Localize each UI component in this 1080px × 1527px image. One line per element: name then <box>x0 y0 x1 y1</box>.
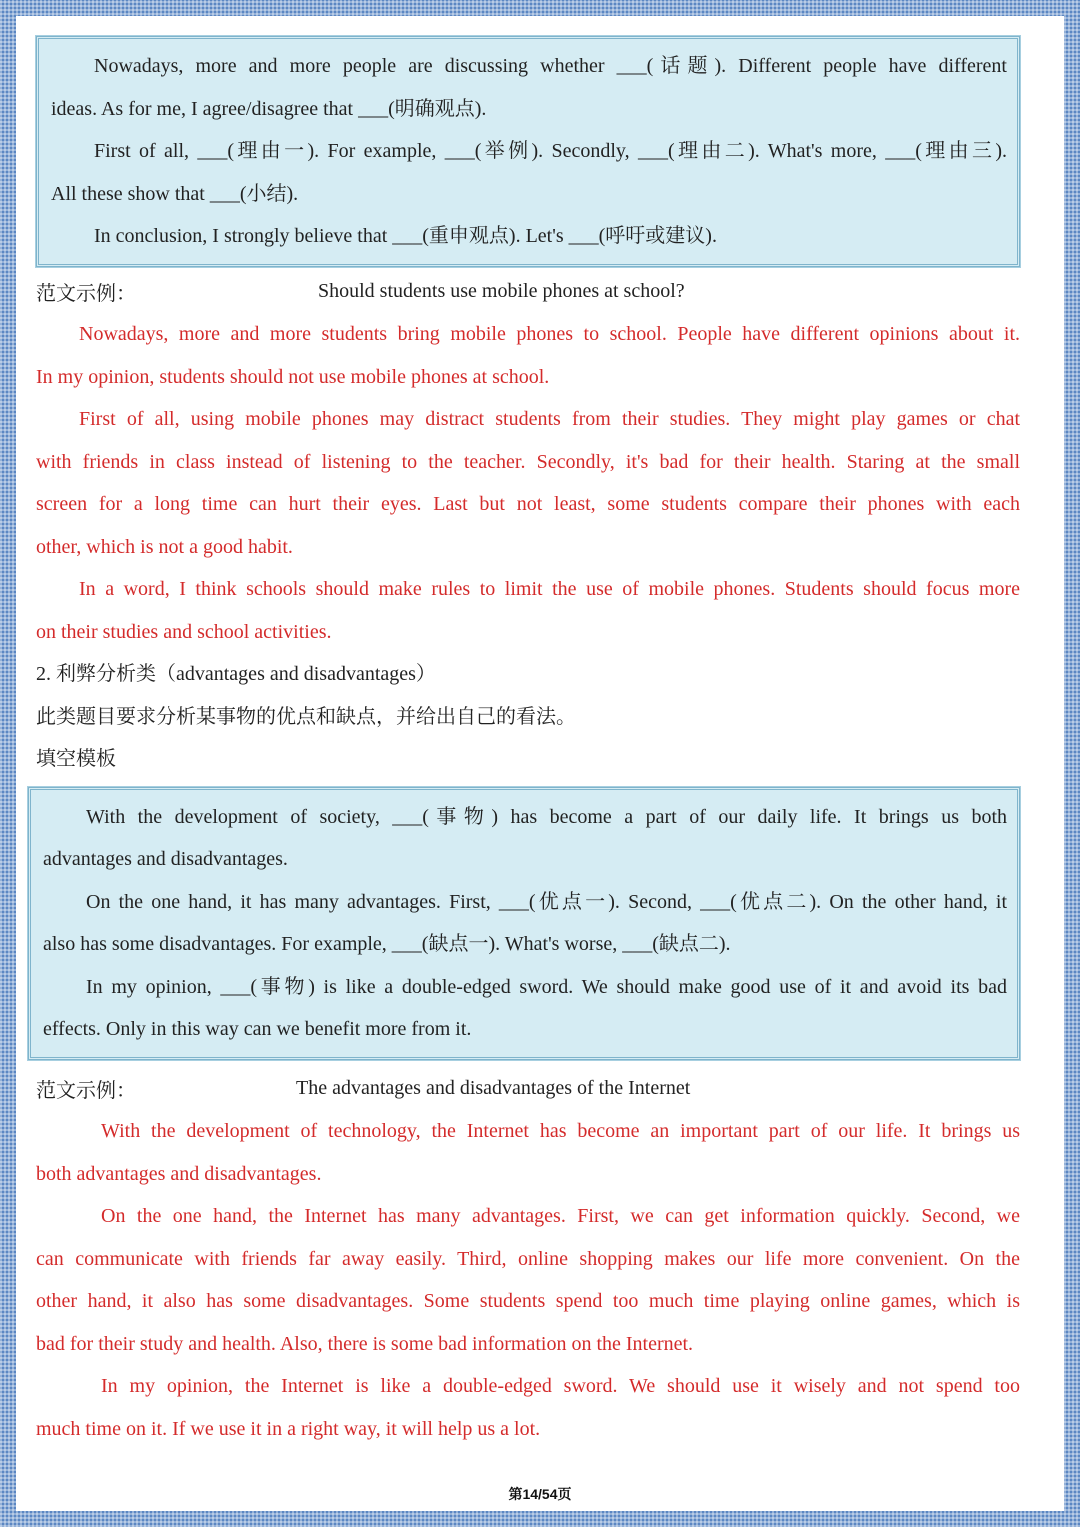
template2-line: advantages and disadvantages. <box>43 848 288 870</box>
example-label: 范文示例： <box>36 283 136 306</box>
example-line: On the one hand, the Internet has many advantages. First, we can get information quickly. Second, we <box>101 1205 1020 1227</box>
example-line: can communicate with friends far away easily. Third, online shopping makes our life more convenient. On the <box>36 1247 1020 1270</box>
example-line: Nowadays, more and more students bring mobile phones to school. People have different opinions about it. <box>79 323 1020 345</box>
example-line: bad for their study and health. Also, there is some bad information on the Internet. <box>36 1332 694 1355</box>
example-title: Should students use mobile phones at school? <box>318 280 685 303</box>
example-line: First of all, using mobile phones may distract students from their studies. They might play games or chat <box>79 408 1020 430</box>
page-content <box>36 36 1020 1450</box>
template1-line: First of all, ___(理由一). For example, ___(举例). Secondly, ___(理由二). What's more, ___(理由三). <box>94 140 1007 162</box>
example-line: In my opinion, the Internet is like a double-edged sword. We should use it wisely and not spend too <box>101 1375 1020 1397</box>
section-description: 此类题目要求分析某事物的优点和缺点，并给出自己的看法。 <box>36 705 576 728</box>
example1-header <box>36 271 1020 314</box>
template1-line: All these show that ___(小结). <box>51 182 299 205</box>
example-line: both advantages and disadvantages. <box>36 1162 322 1185</box>
template2-line: In my opinion, ___(事物) is like a double-edged sword. We should make good use of it and avoid its bad <box>86 975 1007 998</box>
template-box-argument <box>36 36 1020 267</box>
example-line: on their studies and school activities. <box>36 620 332 643</box>
example-title: The advantages and disadvantages of the Internet <box>296 1077 691 1100</box>
example1-body <box>36 313 1020 653</box>
example-label: 范文示例： <box>36 1080 136 1103</box>
template2-line: effects. Only in this way can we benefit more from it. <box>43 1018 472 1040</box>
example-line: In my opinion, students should not use mobile phones at school. <box>36 365 550 388</box>
example-line: much time on it. If we use it in a right way, it will help us a lot. <box>36 1417 541 1440</box>
example-line: other hand, it also has some disadvantages. Some students spend too much time playing online games, which is <box>36 1290 1020 1312</box>
example-line: With the development of technology, the Internet has become an important part of our life. It brings us <box>101 1120 1020 1142</box>
example-line: screen for a long time can hurt their eyes. Last but not least, some students compare their phones with each <box>36 493 1020 515</box>
template-label: 填空模板 <box>36 748 116 770</box>
template2-line: also has some disadvantages. For example, ___(缺点一). What's worse, ___(缺点二). <box>43 933 731 955</box>
template1-line: In conclusion, I strongly believe that ___(重申观点). Let's ___(呼吁或建议). <box>94 225 717 247</box>
template2-line: With the development of society, ___(事物) has become a part of our daily life. It brings us both <box>86 805 1007 828</box>
template1-line: ideas. As for me, I agree/disagree that ___(明确观点). <box>51 97 487 120</box>
page-number: 第14/54页 <box>508 1486 572 1502</box>
example-line: with friends in class instead of listening to the teacher. Secondly, it's bad for their health. Staring at the small <box>36 450 1020 473</box>
section-heading: 2. 利弊分析类（advantages and disadvantages） <box>36 663 436 685</box>
template1-line: Nowadays, more and more people are discussing whether ___(话题). Different people have different <box>94 55 1007 77</box>
example2-body <box>36 1110 1020 1450</box>
template2-line: On the one hand, it has many advantages. First, ___(优点一). Second, ___(优点二). On the other hand, it <box>86 890 1007 913</box>
template-box-advantages <box>28 787 1020 1060</box>
example-line: other, which is not a good habit. <box>36 535 293 558</box>
example-line: In a word, I think schools should make rules to limit the use of mobile phones. Students should focus more <box>79 578 1020 600</box>
example2-header <box>36 1068 1020 1111</box>
